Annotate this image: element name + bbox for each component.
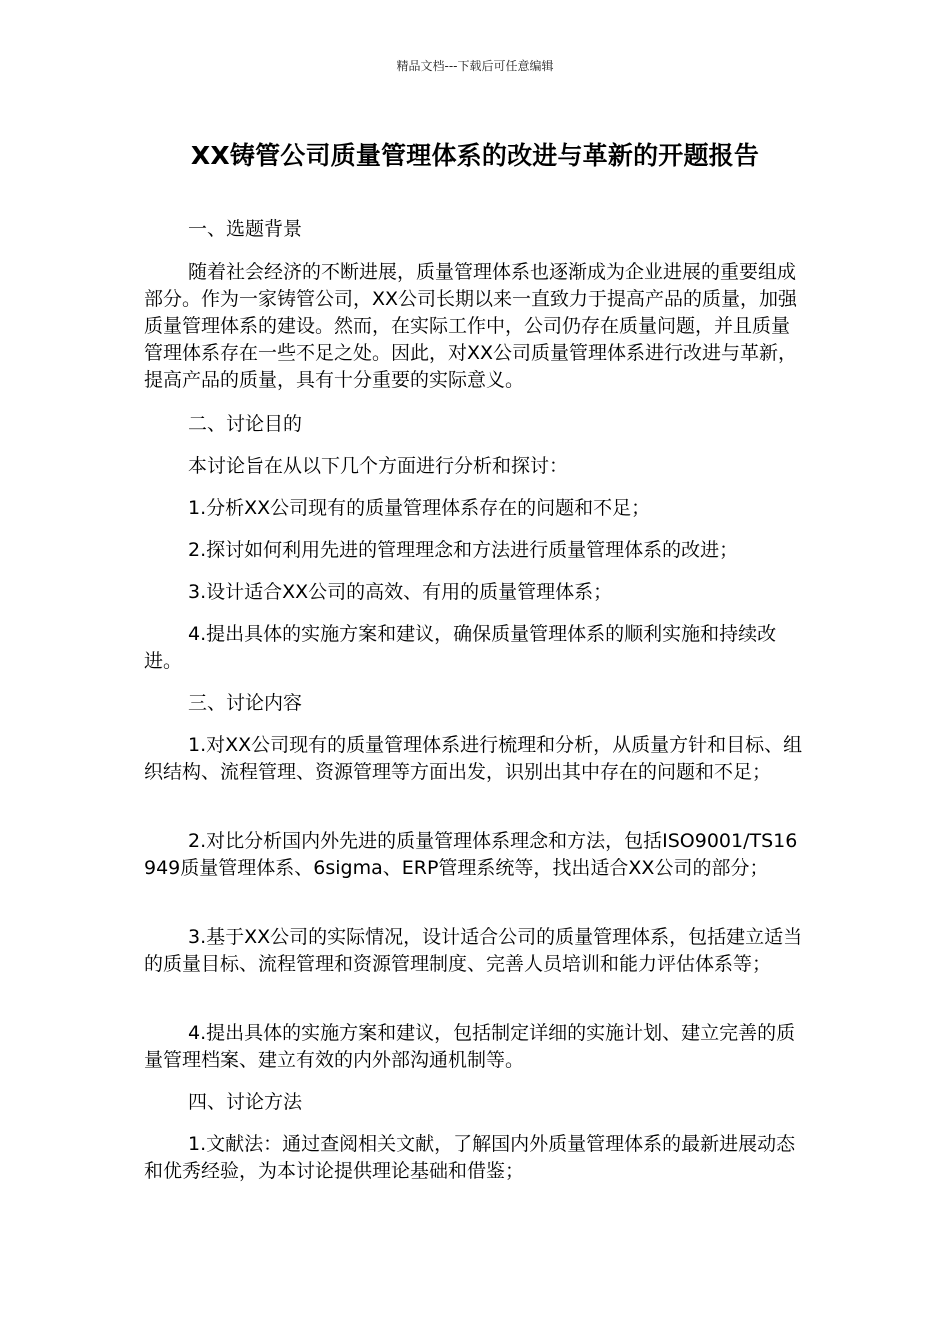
header-note: 精品文档---下载后可任意编辑 xyxy=(396,59,554,73)
purpose-item: 3.设计适合XX公司的高效、有用的质量管理体系； xyxy=(188,581,613,603)
section-heading-background: 一、选题背景 xyxy=(188,218,303,240)
purpose-item: 2.探讨如何利用先进的管理理念和方法进行质量管理体系的改进； xyxy=(188,539,739,561)
method-item: 1.文献法：通过查阅相关文献，了解国内外质量管理体系的最新进展动态和优秀经验，为本讨论提供理论基础和借鉴； xyxy=(144,1133,796,1182)
section-heading-content: 三、讨论内容 xyxy=(188,692,303,714)
paragraph-purpose-intro: 本讨论旨在从以下几个方面进行分析和探讨： xyxy=(188,455,569,477)
content-item: 4.提出具体的实施方案和建议，包括制定详细的实施计划、建立完善的质量管理档案、建立有效的内外部沟通机制等。 xyxy=(144,1022,796,1071)
content-item: 3.基于XX公司的实际情况，设计适合公司的质量管理体系，包括建立适当的质量目标、流程管理和资源管理制度、完善人员培训和能力评估体系等； xyxy=(144,926,803,975)
purpose-item: 4.提出具体的实施方案和建议，确保质量管理体系的顺利实施和持续改进。 xyxy=(144,623,777,672)
purpose-item: 1.分析XX公司现有的质量管理体系存在的问题和不足； xyxy=(188,497,651,519)
section-heading-method: 四、讨论方法 xyxy=(188,1091,303,1113)
document-title: XX铸管公司质量管理体系的改进与革新的开题报告 xyxy=(190,141,760,170)
section-heading-purpose: 二、讨论目的 xyxy=(188,413,303,435)
content-item: 1.对XX公司现有的质量管理体系进行梳理和分析，从质量方针和目标、组织结构、流程管理、资源管理等方面出发，识别出其中存在的问题和不足； xyxy=(144,734,803,783)
content-item: 2.对比分析国内外先进的质量管理体系理念和方法，包括ISO9001/TS16949质量管理体系、6sigma、ERP管理系统等，找出适合XX公司的部分； xyxy=(144,830,798,879)
paragraph-background: 随着社会经济的不断进展，质量管理体系也逐渐成为企业进展的重要组成部分。作为一家铸管公司，XX公司长期以来一直致力于提高产品的质量，加强质量管理体系的建设。然而，在实际工作中，公司仍存在质量问题，并且质量管理体系存在一些不足之处。因此，对XX公司质量管理体系进行改进与革新，提高产品的质量，具有十分重要的实际意义。 xyxy=(144,261,798,391)
